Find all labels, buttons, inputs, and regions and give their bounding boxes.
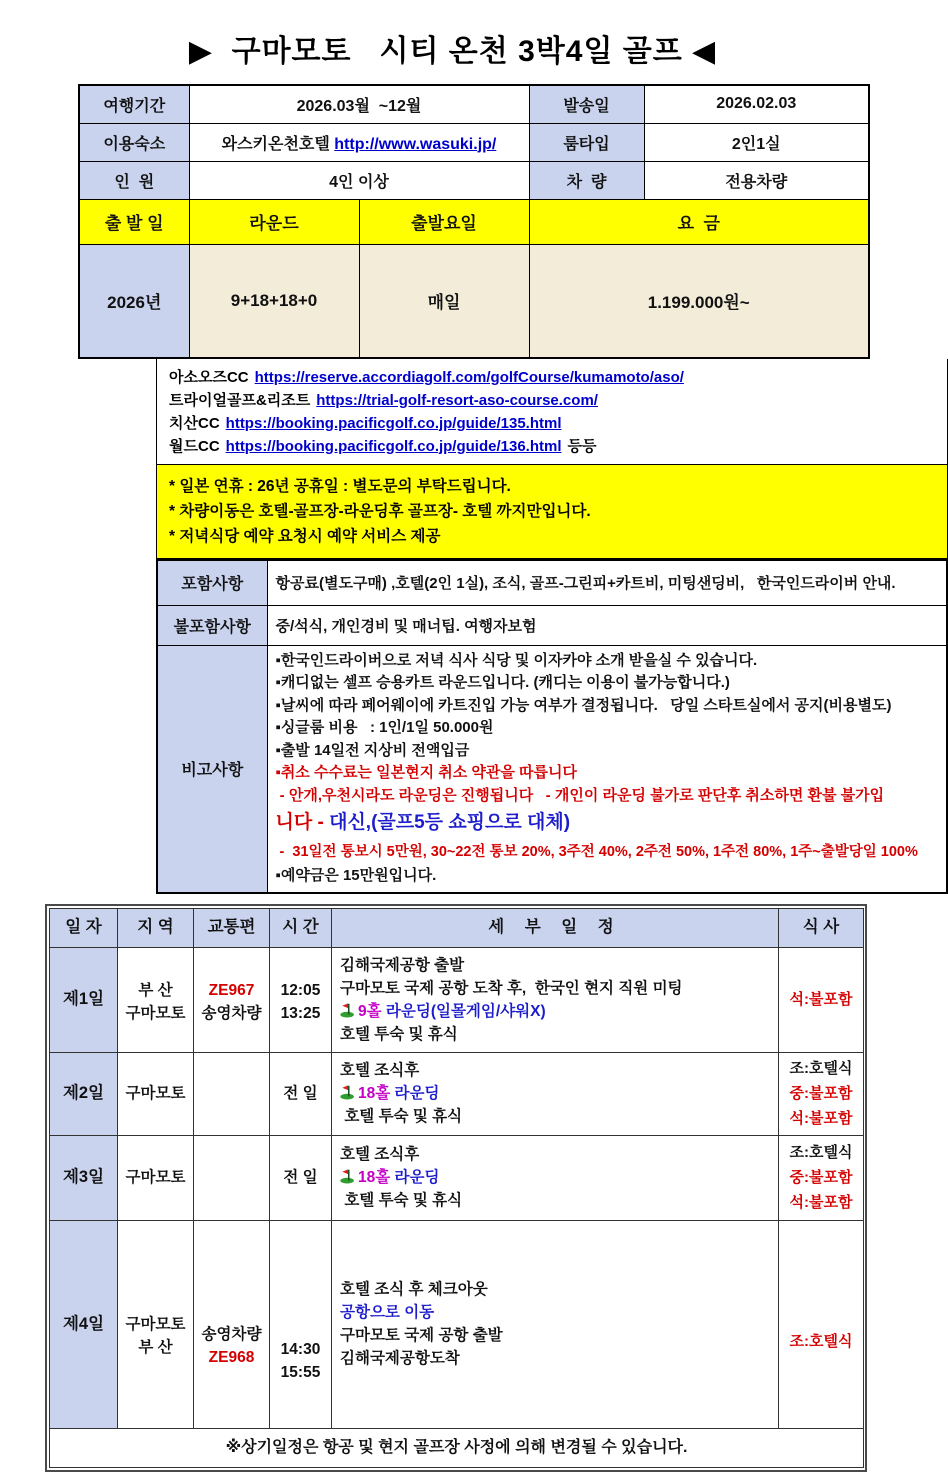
golf-holes: 18홀 bbox=[358, 1169, 391, 1186]
day2-row bbox=[50, 1052, 864, 1135]
remark-line: ▪캐디없는 셀프 승용카트 라운드입니다. (캐디는 이용이 불가능합니다.) bbox=[275, 674, 730, 691]
day4-time bbox=[270, 1220, 332, 1428]
hotel-link[interactable]: http://www.wasuki.jp/ bbox=[334, 135, 497, 153]
travel-period-value: 2026.03월 ~12월 bbox=[189, 85, 529, 123]
weekday-header: 출발요일 bbox=[359, 199, 529, 244]
itinerary-header-row bbox=[50, 908, 864, 947]
room-type-value: 2인1실 bbox=[644, 123, 869, 161]
meal-line: 석:불포함 bbox=[789, 1194, 853, 1211]
round-cell: 9+18+18+0 bbox=[189, 244, 359, 358]
schedule-line: 호텔 투숙 및 휴식 bbox=[340, 1108, 463, 1125]
remark-line: ▪한국인드라이버으로 저녁 식사 식당 및 이자카야 소개 받을실 수 있습니다. bbox=[275, 651, 758, 669]
golf-round-text: 라운딩 bbox=[390, 1169, 440, 1186]
itinerary-footer-note: ※상기일정은 항공 및 현지 골프장 사정에 의해 변경될 수 있습니다. bbox=[50, 1428, 864, 1467]
region-line: 부 산 bbox=[138, 981, 173, 999]
meal-line: 석:불포함 bbox=[789, 1110, 853, 1127]
day1-schedule bbox=[332, 947, 779, 1052]
day4-region bbox=[118, 1220, 194, 1428]
schedule-line: 호텔 조식후 bbox=[340, 1062, 420, 1079]
schedule-line: 호텔 투숙 및 휴식 bbox=[340, 1192, 463, 1209]
day3-label: 제3일 bbox=[50, 1135, 118, 1220]
region-line: 구마모토 bbox=[125, 1315, 186, 1333]
day4-transport bbox=[194, 1220, 270, 1428]
itinerary-footer-row bbox=[50, 1428, 864, 1467]
remark-line-cancel-fees: - 31일전 통보시 5만원, 30~22전 통보 20%, 3주전 40%, 2주전 50%, 1주전 80%, 1주~출발당일 100% bbox=[275, 844, 918, 860]
send-date-value: 2026.02.03 bbox=[644, 85, 869, 123]
hotel-value bbox=[189, 123, 529, 161]
day-header: 일 자 bbox=[50, 908, 118, 947]
itinerary-section bbox=[45, 904, 867, 1472]
golf-holes: 9홀 bbox=[358, 1002, 382, 1020]
remark-blue-part: 대신,(골프5등 쇼핑으로 대체) bbox=[329, 812, 571, 833]
day2-transport bbox=[194, 1052, 270, 1135]
excluded-row bbox=[157, 605, 947, 645]
region-line: 부 산 bbox=[138, 1338, 173, 1356]
transport-header: 교통편 bbox=[194, 908, 270, 947]
day4-schedule bbox=[332, 1220, 779, 1428]
schedule-line-move: 공항으로 이동 bbox=[340, 1304, 435, 1321]
notice-box bbox=[156, 465, 948, 559]
included-row bbox=[157, 560, 947, 606]
region-line: 구마모토 bbox=[125, 1004, 186, 1022]
remark-red-part: 니다 - bbox=[275, 812, 330, 833]
room-type-label: 룸타입 bbox=[529, 123, 644, 161]
transport-line: 송영차량 bbox=[201, 1325, 262, 1343]
day1-row bbox=[50, 947, 864, 1052]
meal-line: 중:불포함 bbox=[789, 1085, 853, 1102]
schedule-line: 호텔 조식후 bbox=[340, 1146, 420, 1163]
course-name: 아소오즈CC bbox=[169, 368, 249, 386]
golf-course-line bbox=[169, 435, 935, 458]
course-link[interactable]: https://reserve.accordiagolf.com/golfCourse/kumamoto/aso/ bbox=[254, 368, 684, 386]
excluded-label: 불포함사항 bbox=[157, 605, 267, 645]
send-date-label: 발송일 bbox=[529, 85, 644, 123]
schedule-line-golf bbox=[340, 1082, 772, 1105]
notice-line: * 차량이동은 호텔-골프장-라운딩후 골프장- 호텔 까지만입니다. bbox=[169, 502, 591, 520]
time-line: 12:05 bbox=[280, 981, 321, 999]
remark-line: ▪싱글룸 비용 : 1인/1일 50.000원 bbox=[275, 719, 494, 736]
departure-header: 출 발 일 bbox=[79, 199, 189, 244]
schedule-data-row bbox=[79, 244, 869, 358]
course-link[interactable]: https://booking.pacificgolf.co.jp/guide/136.html bbox=[225, 437, 562, 455]
course-suffix: 등등 bbox=[567, 437, 597, 455]
day1-region bbox=[118, 947, 194, 1052]
remark-line-no-refund: - 안개,우천시라도 라운딩은 진행됩니다 - 개인이 라운딩 불가로 판단후 취소하면 환불 불가입 bbox=[275, 786, 885, 804]
course-name: 트라이얼골프&리조트 bbox=[169, 391, 311, 409]
day4-meals bbox=[779, 1220, 864, 1428]
remark-line-substitute bbox=[276, 807, 939, 839]
transport-line: 송영차량 bbox=[201, 1004, 262, 1022]
day2-time: 전 일 bbox=[270, 1052, 332, 1135]
schedule-line: 구마모토 국제 공항 도착 후, 한국인 현지 직원 미팅 bbox=[340, 979, 683, 997]
weekday-cell: 매일 bbox=[359, 244, 529, 358]
schedule-line-golf bbox=[340, 1166, 772, 1189]
table-row bbox=[79, 123, 869, 161]
notice-line: * 일본 연휴 : 26년 공휴일 : 별도문의 부탁드립니다. bbox=[169, 477, 511, 495]
time-line: 13:25 bbox=[280, 1004, 321, 1022]
day2-meals bbox=[779, 1052, 864, 1135]
golf-flag-icon bbox=[340, 1002, 356, 1018]
day1-label: 제1일 bbox=[50, 947, 118, 1052]
price-cell: 1.199.000원~ bbox=[529, 244, 869, 358]
day3-transport bbox=[194, 1135, 270, 1220]
schedule-line-golf bbox=[340, 1000, 772, 1023]
table-row bbox=[79, 85, 869, 123]
golf-round-text: 라운딩(일몰게임/샤워X) bbox=[381, 1002, 546, 1020]
day2-label: 제2일 bbox=[50, 1052, 118, 1135]
day4-row bbox=[50, 1220, 864, 1428]
included-label: 포함사항 bbox=[157, 560, 267, 606]
golf-course-line bbox=[169, 366, 935, 389]
schedule-line: 구마모토 국제 공항 출발 bbox=[340, 1327, 503, 1344]
golf-round-text: 라운딩 bbox=[390, 1085, 440, 1102]
golf-flag-icon bbox=[340, 1168, 356, 1184]
time-header: 시 간 bbox=[270, 908, 332, 947]
meal-line: 중:불포함 bbox=[789, 1169, 853, 1186]
trip-info-table bbox=[78, 84, 870, 359]
excluded-value: 중/석식, 개인경비 및 매너팁. 여행자보험 bbox=[267, 605, 947, 645]
golf-holes: 18홀 bbox=[358, 1085, 391, 1102]
course-link[interactable]: https://trial-golf-resort-aso-course.com/ bbox=[316, 391, 598, 409]
meal-line: 석:불포함 bbox=[789, 991, 853, 1008]
meal-header: 식 사 bbox=[779, 908, 864, 947]
schedule-line: 김해국제공항도착 bbox=[340, 1350, 460, 1367]
table-row bbox=[79, 161, 869, 199]
included-value: 항공료(별도구매) ,호텔(2인 1실), 조식, 골프-그린피+카트비, 미팅샌딩비, 한국인드라이버 안내. bbox=[267, 560, 947, 606]
people-label: 인 원 bbox=[79, 161, 189, 199]
day4-label: 제4일 bbox=[50, 1220, 118, 1428]
day2-schedule bbox=[332, 1052, 779, 1135]
golf-flag-icon bbox=[340, 1084, 356, 1100]
remarks-row bbox=[157, 645, 947, 893]
page-title: ▶ 구마모토 시티 온천 3박4일 골프 ◀ bbox=[188, 35, 717, 68]
travel-period-label: 여행기간 bbox=[79, 85, 189, 123]
remarks-label: 비고사항 bbox=[157, 645, 267, 893]
day3-schedule bbox=[332, 1135, 779, 1220]
golf-course-line bbox=[169, 389, 935, 412]
schedule-line: 호텔 조식 후 체크아웃 bbox=[340, 1281, 488, 1298]
itinerary-table bbox=[49, 908, 864, 1468]
price-header: 요 금 bbox=[529, 199, 869, 244]
schedule-header: 세 부 일 정 bbox=[332, 908, 779, 947]
meal-line: 조:호텔식 bbox=[789, 1060, 853, 1077]
remark-line: ▪날씨에 따라 페어웨이에 카트진입 가능 여부가 결정됩니다. 당일 스타트실에서 공지(비용별도) bbox=[275, 696, 892, 714]
day2-region: 구마모토 bbox=[118, 1052, 194, 1135]
remarks-content bbox=[267, 645, 947, 893]
day1-time bbox=[270, 947, 332, 1052]
vehicle-value: 전용차량 bbox=[644, 161, 869, 199]
golf-course-line bbox=[169, 412, 935, 435]
time-line: 14:30 bbox=[280, 1340, 321, 1358]
meal-line: 조:호텔식 bbox=[789, 1333, 853, 1350]
schedule-header-row bbox=[79, 199, 869, 244]
schedule-line: 호텔 투숙 및 휴식 bbox=[340, 1025, 458, 1043]
flight-number: ZE968 bbox=[208, 1348, 255, 1366]
top-section bbox=[78, 84, 918, 894]
time-line: 15:55 bbox=[280, 1363, 321, 1381]
people-value: 4인 이상 bbox=[189, 161, 529, 199]
course-name: 치산CC bbox=[169, 414, 220, 432]
day1-transport bbox=[194, 947, 270, 1052]
hotel-name: 와스키온천호텔 bbox=[221, 135, 330, 153]
remark-line: ▪출발 14일전 지상비 전액입금 bbox=[275, 741, 470, 759]
region-header: 지 역 bbox=[118, 908, 194, 947]
course-name: 월드CC bbox=[169, 437, 220, 455]
remark-line-deposit: ▪예약금은 15만원입니다. bbox=[275, 867, 437, 884]
flight-number: ZE967 bbox=[208, 981, 255, 999]
vehicle-label: 차 량 bbox=[529, 161, 644, 199]
day3-row bbox=[50, 1135, 864, 1220]
day1-meals bbox=[779, 947, 864, 1052]
year-cell: 2026년 bbox=[79, 244, 189, 358]
document-page bbox=[0, 26, 918, 1456]
schedule-line: 김해국제공항 출발 bbox=[340, 956, 465, 974]
golf-course-links bbox=[156, 359, 948, 465]
notice-line: * 저녁식당 예약 요청시 예약 서비스 제공 bbox=[169, 527, 441, 545]
day3-time: 전 일 bbox=[270, 1135, 332, 1220]
details-table bbox=[156, 559, 948, 894]
remark-line-cancel-policy: ▪취소 수수료는 일본현지 취소 약관을 따릅니다 bbox=[275, 764, 577, 781]
day3-region: 구마모토 bbox=[118, 1135, 194, 1220]
round-header: 라운드 bbox=[189, 199, 359, 244]
day3-meals bbox=[779, 1135, 864, 1220]
meal-line: 조:호텔식 bbox=[789, 1144, 853, 1161]
hotel-label: 이용숙소 bbox=[79, 123, 189, 161]
course-link[interactable]: https://booking.pacificgolf.co.jp/guide/135.html bbox=[225, 414, 562, 432]
